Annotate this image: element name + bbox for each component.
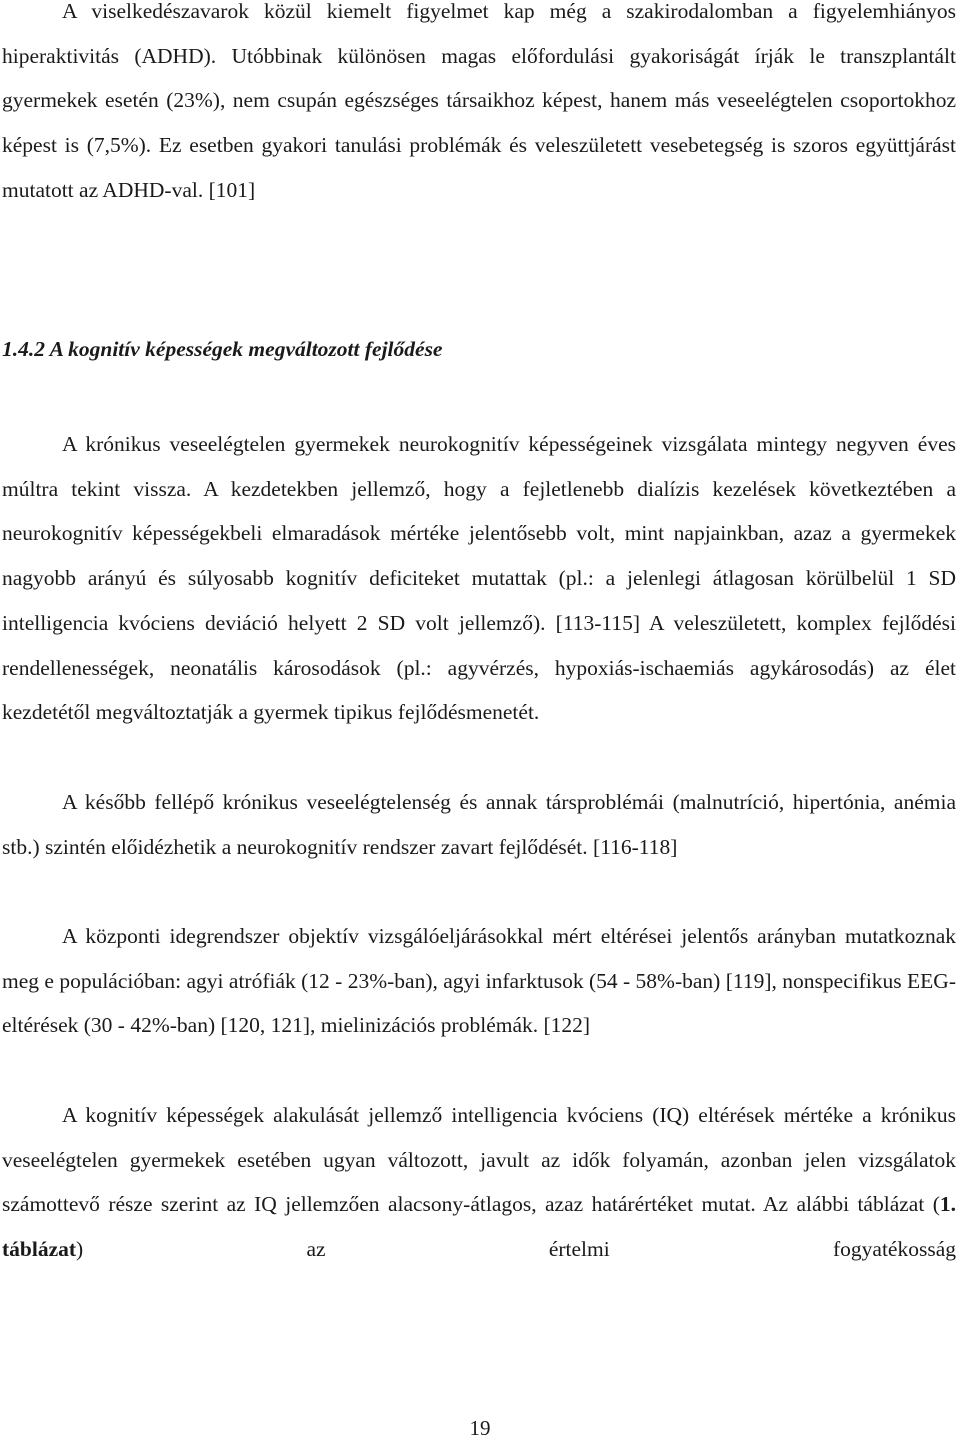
section-heading: 1.4.2 A kognitív képességek megváltozott fejlődése [2, 337, 443, 361]
paragraph-iq-end: ) az értelmi fogyatékosság [76, 1237, 956, 1262]
paragraph-iq-start: A kognitív képességek alakulását jellemző intelligencia kvóciens (IQ) eltérések mértéke a krónikus veseelégtelen gyermekek esetében ugyan változott, javult az idők folyamán, azonban jelen vizsgálatok számottevő része szerint az IQ jellemzően alacsony-átlagos, azaz határértéket mutat. Az alábbi táblázat ( [2, 1103, 956, 1217]
paragraph-iq [2, 1093, 956, 1272]
paragraph-cns-findings: A központi idegrendszer objektív vizsgálóeljárásokkal mért eltérései jelentős arányban mutatkoznak meg e populációban: agyi atrófiák (12 - 23%-ban), agyi infarktusok (54 - 58%-ban) [119], nonspecifikus EEG-eltérések (30 - 42%-ban) [120, 121], mielinizációs problémák. [122] [2, 924, 956, 1038]
page-number: 19 [469, 1416, 491, 1440]
paragraph-later-onset: A később fellépő krónikus veseelégtelenség és annak társproblémái (malnutríció, hipertónia, anémia stb.) szintén előidézhetik a neurokognitív rendszer zavart fejlődését. [116-118] [2, 790, 956, 859]
paragraph-neurocognitive-history: A krónikus veseelégtelen gyermekek neurokognitív képességeinek vizsgálata mintegy negyven éves múltra tekint vissza. A kezdetekben jellemző, hogy a fejletlenebb dialízis kezelések következtében a neurokognitív képességekbeli elmaradások mértéke jelentősebb volt, mint napjainkban, azaz a gyermekek nagyobb arányú és súlyosabb kognitív deficiteket mutattak (pl.: a jelenlegi átlagosan körülbelül 1 SD intelligencia kvóciens deviáció helyett 2 SD volt jellemző). [113-115] A veleszületett, komplex fejlődési rendellenességek, neonatális károsodások (pl.: agyvérzés, hypoxiás-ischaemiás agykárosodás) az élet kezdetétől megváltoztatják a gyermek tipikus fejlődésmenetét. [2, 432, 956, 725]
paragraph-adhd: A viselkedészavarok közül kiemelt figyelmet kap még a szakirodalomban a figyelemhiányos hiperaktivitás (ADHD). Utóbbinak különösen magas előfordulási gyakoriságát írják le transzplantált gyermekek esetén (23%), nem csupán egészséges társaikhoz képest, hanem más veseelégtelen csoportokhoz képest is (7,5%). Ez esetben gyakori tanulási problémák és veleszületett vesebetegség is szoros együttjárást mutatott az ADHD-val. [101] [2, 0, 956, 202]
table-reference: 1. táblázat [2, 1192, 956, 1262]
